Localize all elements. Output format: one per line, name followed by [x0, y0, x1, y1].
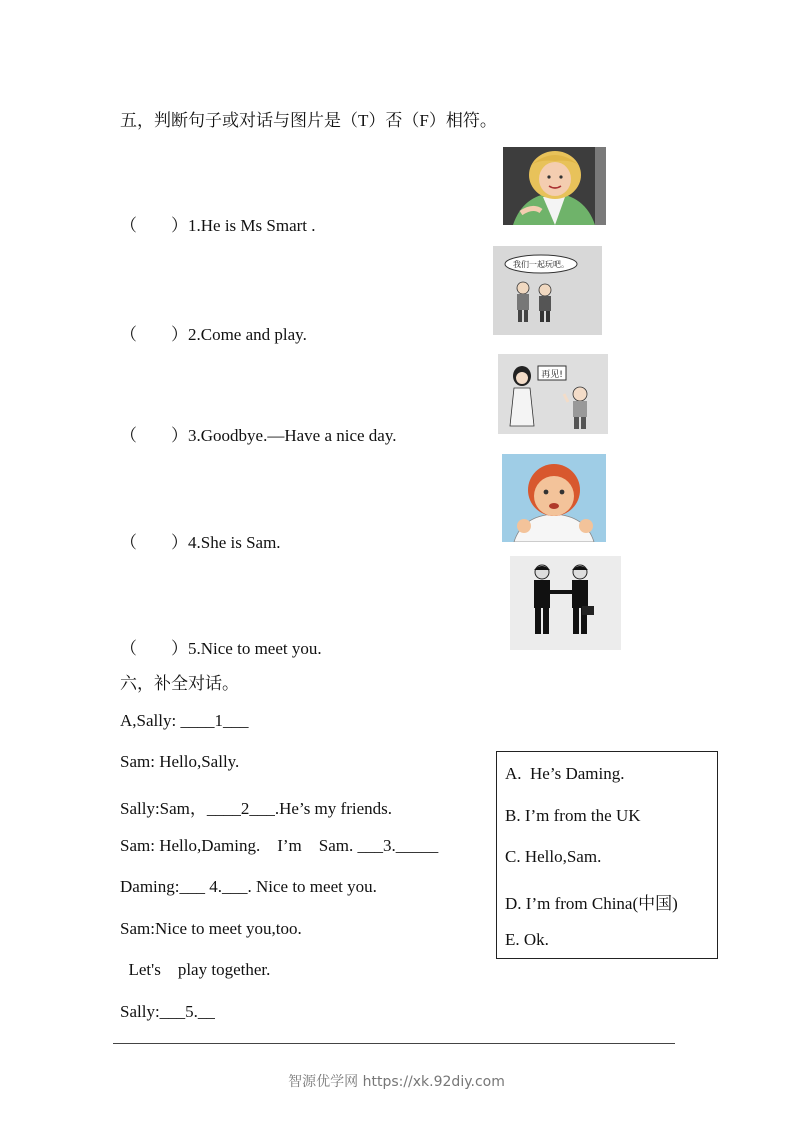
question-5: [120, 634, 322, 659]
picture-goodbye: [498, 354, 608, 434]
dialogue-line: Let's play together.: [120, 960, 271, 979]
picture-handshake: [510, 556, 621, 650]
dialogue-line: Sally:___5.__: [120, 1002, 215, 1021]
question-text: 4.She is Sam.: [188, 533, 281, 552]
option-b: B. I’m from the UK: [505, 806, 641, 825]
dialogue-line: Sam: Hello,Daming. I’m Sam. ___3._____: [120, 836, 439, 855]
options-box: [496, 751, 718, 959]
answer-bracket: （ ）: [120, 639, 188, 658]
footer-divider: [113, 1043, 675, 1044]
question-text: 1.He is Ms Smart .: [188, 216, 316, 235]
question-3: [120, 421, 397, 446]
footer-watermark: 智源优学网 https://xk.92diy.com: [288, 1074, 505, 1090]
speech-bubble-text: 再见!: [541, 370, 563, 380]
dialogue-line: Daming:___ 4.___. Nice to meet you.: [120, 877, 377, 896]
answer-bracket: （ ）: [120, 426, 188, 445]
question-2: [120, 320, 307, 345]
question-text: 5.Nice to meet you.: [188, 639, 322, 658]
answer-bracket: （ ）: [120, 325, 188, 344]
answer-bracket: （ ）: [120, 533, 188, 552]
picture-red-haired-boy: [502, 454, 606, 542]
option-c: C. Hello,Sam.: [505, 847, 602, 866]
option-e: E. Ok.: [505, 930, 549, 949]
question-text: 3.Goodbye.—Have a nice day.: [188, 426, 397, 445]
picture-woman-teacher: [503, 147, 606, 225]
speech-bubble-text: 我们一起玩吧。: [513, 260, 569, 269]
option-d: D. I’m from China(中国): [505, 894, 678, 913]
dialogue-line: A,Sally: ____1___: [120, 711, 249, 730]
option-a: A. He’s Daming.: [505, 764, 625, 783]
dialogue-line: Sam:Nice to meet you,too.: [120, 919, 302, 938]
question-4: [120, 528, 281, 553]
question-text: 2.Come and play.: [188, 325, 307, 344]
answer-bracket: （ ）: [120, 216, 188, 235]
picture-two-kids-play: [493, 246, 602, 335]
dialogue-line: Sam: Hello,Sally.: [120, 752, 240, 771]
section5-heading: 五，判断句子或对话与图片是（T）否（F）相符。: [120, 111, 497, 130]
dialogue-line: Sally:Sam，____2___.He’s my friends.: [120, 799, 392, 818]
section6-heading: 六，补全对话。: [120, 674, 239, 693]
question-1: [120, 211, 316, 236]
